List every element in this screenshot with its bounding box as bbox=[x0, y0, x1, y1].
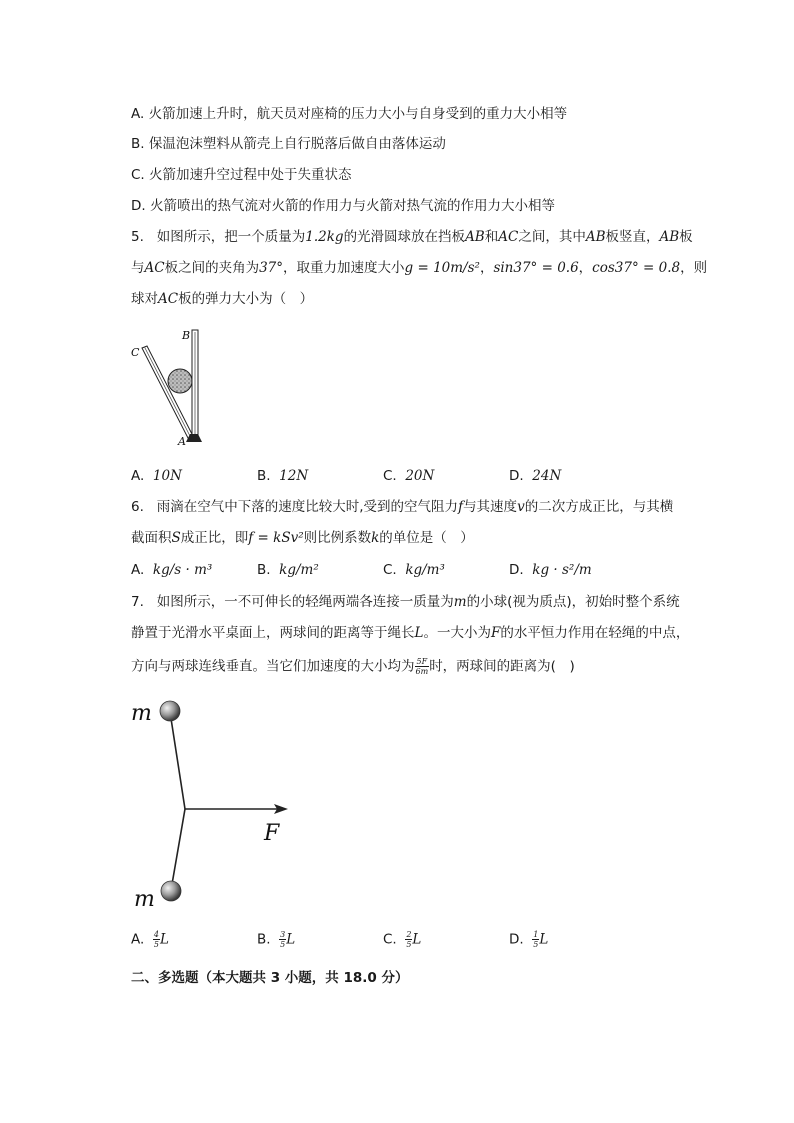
q6-number: 6. bbox=[131, 499, 144, 515]
q7-line-2 bbox=[131, 624, 689, 642]
q5-option-d bbox=[509, 467, 561, 485]
q5-text: ，取重力加速度大小 bbox=[283, 260, 405, 276]
fraction-numerator: 1 bbox=[533, 930, 539, 939]
q7-number: 7. bbox=[131, 594, 144, 610]
q7-option-d bbox=[509, 930, 548, 949]
q5-text: 板之间的夹角为 bbox=[164, 260, 260, 276]
option-fraction bbox=[153, 930, 160, 949]
q6-text: 的二次方成正比，与其横 bbox=[524, 499, 674, 515]
fraction-numerator: 5F bbox=[415, 657, 430, 667]
ball-top bbox=[160, 701, 180, 721]
q6-formula: f = kSv² bbox=[248, 530, 304, 546]
q5-figure bbox=[128, 326, 208, 448]
q5-ac: AC bbox=[158, 291, 179, 307]
section-text: 小题，共 bbox=[280, 970, 344, 986]
rope-upper bbox=[170, 712, 185, 809]
option-letter: C. bbox=[383, 562, 397, 578]
ball-bottom bbox=[161, 881, 181, 901]
q7-text: 时，两球间的距离为( ) bbox=[429, 658, 575, 675]
q5-text: 和 bbox=[484, 229, 499, 245]
section-text: 分） bbox=[376, 970, 409, 986]
q6-option-c bbox=[383, 561, 445, 579]
q7-text: 的小球(视为质点)，初始时整个系统 bbox=[466, 594, 680, 610]
label-a: A bbox=[178, 435, 186, 448]
q7-line-3 bbox=[131, 657, 575, 676]
option-value: kg/m³ bbox=[405, 562, 445, 578]
option-letter: B. bbox=[257, 468, 271, 484]
label-m-top: m bbox=[131, 701, 152, 726]
fraction-denominator: 6m bbox=[415, 667, 429, 676]
option-letter: B. bbox=[257, 931, 271, 948]
fraction-numerator: 3 bbox=[280, 930, 286, 939]
q5-sin: sin37° = 0.6 bbox=[493, 260, 579, 276]
q7-text: 静置于光滑水平桌面上，两球间的距离等于绳长 bbox=[131, 625, 415, 641]
q4-option-a: A. 火箭加速上升时，航天员对座椅的压力大小与自身受到的重力大小相等 bbox=[131, 106, 568, 122]
option-letter: D. bbox=[509, 562, 524, 578]
fraction-denominator: 5 bbox=[153, 940, 159, 949]
q5-ab: AB bbox=[585, 229, 606, 245]
q6-text: 成正比，即 bbox=[180, 530, 249, 546]
q6-line-1 bbox=[131, 498, 673, 516]
option-letter: B. bbox=[257, 562, 271, 578]
fraction-numerator: 4 bbox=[153, 930, 159, 939]
option-letter: D. bbox=[509, 931, 524, 948]
q5-text: 如图所示，把一个质量为 bbox=[156, 229, 306, 245]
q6-option-a bbox=[131, 561, 212, 579]
q5-text: 的光滑圆球放在挡板 bbox=[343, 229, 466, 245]
fraction-denominator: 5 bbox=[533, 940, 539, 949]
q6-text: 截面积 bbox=[131, 530, 172, 546]
option-value: kg · s²/m bbox=[532, 562, 592, 578]
q7-acc-fraction bbox=[415, 657, 430, 676]
q7-figure bbox=[128, 690, 298, 915]
q5-mass: 1.2kg bbox=[305, 229, 344, 245]
option-unit: L bbox=[412, 931, 422, 948]
option-letter: D. bbox=[509, 468, 524, 484]
q5-ac: AC bbox=[144, 260, 165, 276]
section-text: 二、多选题（本大题共 bbox=[131, 970, 271, 986]
q4-option-c: C. 火箭加速升空过程中处于失重状态 bbox=[131, 167, 352, 183]
label-b: B bbox=[182, 329, 191, 342]
q5-text: 板 bbox=[679, 229, 693, 245]
q7-option-b bbox=[257, 930, 295, 949]
section-heading bbox=[131, 966, 409, 986]
option-value: 20N bbox=[405, 468, 435, 484]
q6-option-d bbox=[509, 561, 592, 579]
q7-option-a bbox=[131, 930, 169, 949]
q7-text: 的水平恒力作用在轻绳的中点， bbox=[500, 625, 690, 641]
option-value: 10N bbox=[152, 468, 182, 484]
option-value: 24N bbox=[532, 468, 562, 484]
option-value: kg/m² bbox=[279, 562, 319, 578]
option-letter: A. bbox=[131, 931, 145, 948]
q5-angle: 37° bbox=[259, 260, 284, 276]
q5-text: 球对 bbox=[131, 291, 158, 307]
q5-ac: AC bbox=[498, 229, 519, 245]
q5-line-3 bbox=[131, 290, 313, 308]
q5-option-a bbox=[131, 467, 182, 485]
q5-cos: cos37° = 0.8 bbox=[592, 260, 681, 276]
q6-text: 则比例系数 bbox=[303, 530, 372, 546]
q6-var-f: f bbox=[458, 499, 464, 515]
q6-option-b bbox=[257, 561, 319, 579]
q5-option-b bbox=[257, 467, 308, 485]
label-c: C bbox=[131, 346, 140, 359]
q7-text: 方向与两球连线垂直。当它们加速度的大小均为 bbox=[131, 658, 415, 675]
q6-var-v: v bbox=[517, 499, 525, 515]
q7-text: 。一大小为 bbox=[423, 625, 491, 641]
q5-text: ，则 bbox=[680, 260, 708, 276]
q5-text: 板的弹力大小为（ ） bbox=[178, 291, 314, 307]
q6-text: 雨滴在空气中下落的速度比较大时,受到的空气阻力 bbox=[156, 499, 459, 515]
option-unit: L bbox=[159, 931, 169, 948]
q5-text: ， bbox=[578, 260, 593, 276]
fraction-numerator: 2 bbox=[406, 930, 412, 939]
q5-text: 与 bbox=[131, 260, 145, 276]
rope-lower bbox=[171, 809, 185, 890]
fraction-denominator: 5 bbox=[280, 940, 286, 949]
q7-var-f: F bbox=[490, 625, 501, 641]
q5-line-1 bbox=[131, 228, 693, 246]
option-letter: A. bbox=[131, 468, 145, 484]
q5-text: 之间，其中 bbox=[518, 229, 586, 245]
fraction-denominator: 5 bbox=[406, 940, 412, 949]
q7-var-m: m bbox=[453, 594, 467, 610]
q4-option-b: B. 保温泡沫塑料从箭壳上自行脱落后做自由落体运动 bbox=[131, 136, 446, 152]
option-letter: A. bbox=[131, 562, 145, 578]
option-value: 12N bbox=[279, 468, 309, 484]
q5-text: ， bbox=[479, 260, 494, 276]
q6-text: 与其速度 bbox=[463, 499, 518, 515]
q5-ab: AB bbox=[465, 229, 485, 245]
option-unit: L bbox=[539, 931, 549, 948]
option-unit: L bbox=[286, 931, 296, 948]
q6-line-2 bbox=[131, 529, 474, 547]
q6-var-s: S bbox=[171, 530, 181, 546]
option-letter: C. bbox=[383, 931, 397, 948]
section-count: 3 bbox=[270, 970, 281, 986]
q4-option-d: D. 火箭喷出的热气流对火箭的作用力与火箭对热气流的作用力大小相等 bbox=[131, 198, 555, 214]
q7-line-1 bbox=[131, 593, 680, 611]
label-force: F bbox=[264, 821, 280, 846]
q5-option-c bbox=[383, 467, 434, 485]
q5-ab: AB bbox=[659, 229, 680, 245]
q5-number: 5. bbox=[131, 229, 144, 245]
q7-text: 如图所示，一不可伸长的轻绳两端各连接一质量为 bbox=[156, 594, 454, 610]
q7-option-c bbox=[383, 930, 421, 949]
q6-text: 的单位是（ ） bbox=[379, 530, 474, 546]
q7-var-l: L bbox=[414, 625, 424, 641]
q6-var-k: k bbox=[371, 530, 380, 546]
label-m-bottom: m bbox=[134, 887, 155, 912]
option-value: kg/s · m³ bbox=[152, 562, 213, 578]
section-score: 18.0 bbox=[343, 970, 377, 986]
option-letter: C. bbox=[383, 468, 397, 484]
q5-gravity: g = 10m/s² bbox=[404, 260, 480, 276]
q5-text: 板竖直， bbox=[605, 229, 660, 245]
ball bbox=[168, 369, 192, 393]
q5-line-2 bbox=[131, 259, 707, 277]
